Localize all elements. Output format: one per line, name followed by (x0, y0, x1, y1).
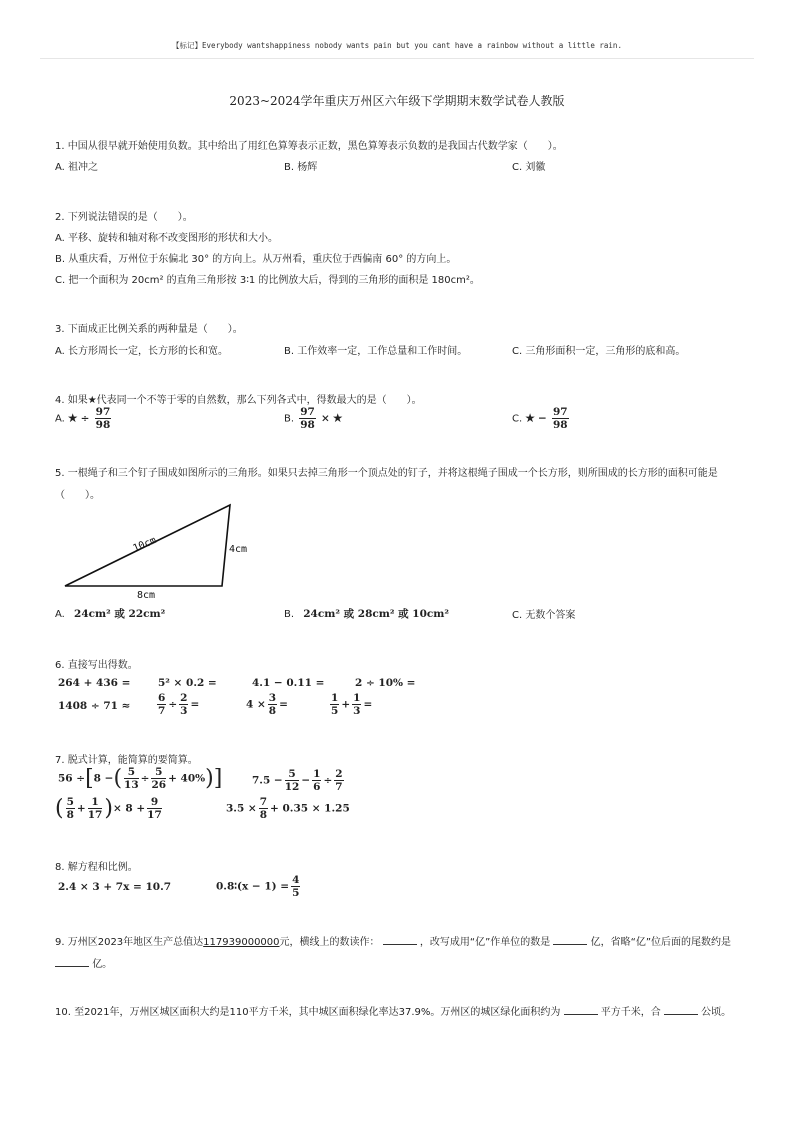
question-5-stem: 5. 一根绳子和三个钉子围成如图所示的三角形。如果只去掉三角形一个顶点处的钉子，并将这根绳子围成一个长方形，则所围成的长方形的面积可能是（ ）。 (55, 468, 718, 501)
answer-blank-5[interactable] (664, 1004, 698, 1015)
minus-sign: − (537, 412, 547, 425)
question-2-option-a[interactable]: A. 平移、旋转和轴对称不改变图形的形状和大小。 (55, 233, 279, 244)
question-1-option-a[interactable]: A. 祖冲之 (55, 162, 99, 173)
fraction: $\frac{97}{98}$ (552, 406, 568, 431)
question-5-option-a[interactable] (55, 606, 165, 621)
question-5-option-c[interactable]: C. 无数个答案 (512, 610, 576, 621)
answer-blank-3[interactable] (55, 956, 89, 967)
expr-3: ( $\frac{5}{8}$ + $\frac{1}{17}$ )× 8 + $\frac{9}{17}$ (55, 796, 162, 821)
answer-blank-1[interactable] (383, 934, 417, 945)
star-symbol: ★ (68, 412, 78, 425)
hypotenuse-label: 10cm (131, 534, 158, 555)
question-8-stem: 8. 解方程和比例。 (55, 862, 138, 873)
question-1-option-b[interactable]: B. 杨辉 (284, 162, 318, 173)
expr-2: 7.5 − $\frac{5}{12}$ − $\frac{1}{6}$ ÷ $\frac{2}{7}$ (252, 768, 343, 793)
triangle-figure (55, 500, 265, 600)
question-6-stem: 6. 直接写出得数。 (55, 660, 138, 671)
option-label: A. (55, 609, 65, 620)
question-1-stem: 1. 中国从很早就开始使用负数。其中给出了用红色算筹表示正数，黑色算筹表示负数的是我国古代数学家（ ）。 (55, 141, 563, 152)
question-1-option-c[interactable]: C. 刘徽 (512, 162, 546, 173)
calc-3: 4.1 − 0.11 = (252, 677, 325, 689)
option-value: 24cm² 或 22cm² (74, 608, 166, 620)
option-label: B. (284, 413, 295, 425)
expr-1: 56 ÷[8 −( $\frac{5}{13}$ ÷ $\frac{5}{26}$ + 40%)] (58, 766, 223, 791)
question-3-stem: 3. 下面成正比例关系的两种量是（ ）。 (55, 324, 243, 335)
times-sign: × (321, 412, 330, 425)
answer-blank-4[interactable] (564, 1004, 598, 1015)
gdp-number: 117939000000 (203, 937, 280, 948)
question-4-stem: 4. 如果★代表同一个不等于零的自然数，那么下列各式中，得数最大的是（ ）。 (55, 395, 422, 406)
equation-2: 0.8∶(x − 1) = $\frac{4}{5}$ (216, 874, 300, 899)
equation-1: 2.4 × 3 + 7x = 10.7 (58, 881, 172, 893)
page-title: 2023~2024学年重庆万州区六年级下学期期末数学试卷人教版 (229, 94, 565, 108)
question-3-option-c[interactable]: C. 三角形面积一定，三角形的底和高。 (512, 346, 686, 357)
calc-8: $\frac{1}{5}$ + $\frac{1}{3}$ = (331, 692, 373, 717)
bottom-side-label: 8cm (137, 590, 156, 600)
question-3-option-a[interactable]: A. 长方形周长一定，长方形的长和宽。 (55, 346, 229, 357)
question-3-option-b[interactable]: B. 工作效率一定，工作总量和工作时间。 (284, 346, 468, 357)
calc-5: 1408 ÷ 71 ≈ (58, 700, 131, 712)
question-10-text: 10. 至2021年，万州区城区面积大约是110平方千米，其中城区面积绿化率达37.9%。万州区的城区绿化面积约为 平方千米，合 公顷。 (55, 1002, 745, 1024)
header-divider (40, 58, 754, 59)
star-symbol: ★ (525, 412, 535, 425)
question-7-stem: 7. 脱式计算，能简算的要简算。 (55, 755, 198, 766)
fraction: $\frac{97}{98}$ (95, 406, 111, 431)
option-value: 24cm² 或 28cm² 或 10cm² (303, 608, 449, 620)
question-4-option-a[interactable] (55, 406, 113, 431)
question-2-option-b[interactable]: B. 从重庆看，万州位于东偏北 30° 的方向上。从万州看，重庆位于西偏南 60° 的方向上。 (55, 254, 457, 265)
calc-6: $\frac{6}{7}$ ÷ $\frac{2}{3}$ = (158, 692, 200, 717)
fraction: $\frac{97}{98}$ (300, 406, 315, 431)
question-5-option-b[interactable] (284, 606, 449, 621)
option-label: A. (55, 413, 65, 425)
calc-7: 4 × $\frac{3}{8}$ = (246, 692, 288, 717)
right-side-label: 4cm (229, 544, 248, 555)
star-symbol: ★ (333, 412, 343, 425)
calc-2: 5² × 0.2 = (158, 677, 217, 689)
calc-4: 2 ÷ 10% = (355, 677, 416, 689)
option-label: B. (284, 609, 295, 620)
divide-sign: ÷ (80, 412, 90, 425)
calc-1: 264 + 436 = (58, 677, 131, 689)
header-note: 【标记】Everybody wantshappiness nobody wants pain but you cant have a rainbow without a little rain. (172, 41, 622, 50)
question-2-option-c[interactable]: C. 把一个面积为 20cm² 的直角三角形按 3∶1 的比例放大后，得到的三角形的面积是 180cm²。 (55, 275, 480, 286)
question-4-option-c[interactable] (512, 406, 571, 431)
question-9-text: 9. 万州区2023年地区生产总值达117939000000元，横线上的数读作： ，改写成用“亿”作单位的数是 亿，省略“亿”位后面的尾数约是 亿。 (55, 932, 745, 976)
expr-4: 3.5 × $\frac{7}{8}$ + 0.35 × 1.25 (226, 796, 350, 821)
question-4-option-b[interactable] (284, 406, 342, 431)
answer-blank-2[interactable] (553, 934, 587, 945)
question-2-stem: 2. 下列说法错误的是（ ）。 (55, 212, 193, 223)
option-label: C. (512, 413, 523, 425)
